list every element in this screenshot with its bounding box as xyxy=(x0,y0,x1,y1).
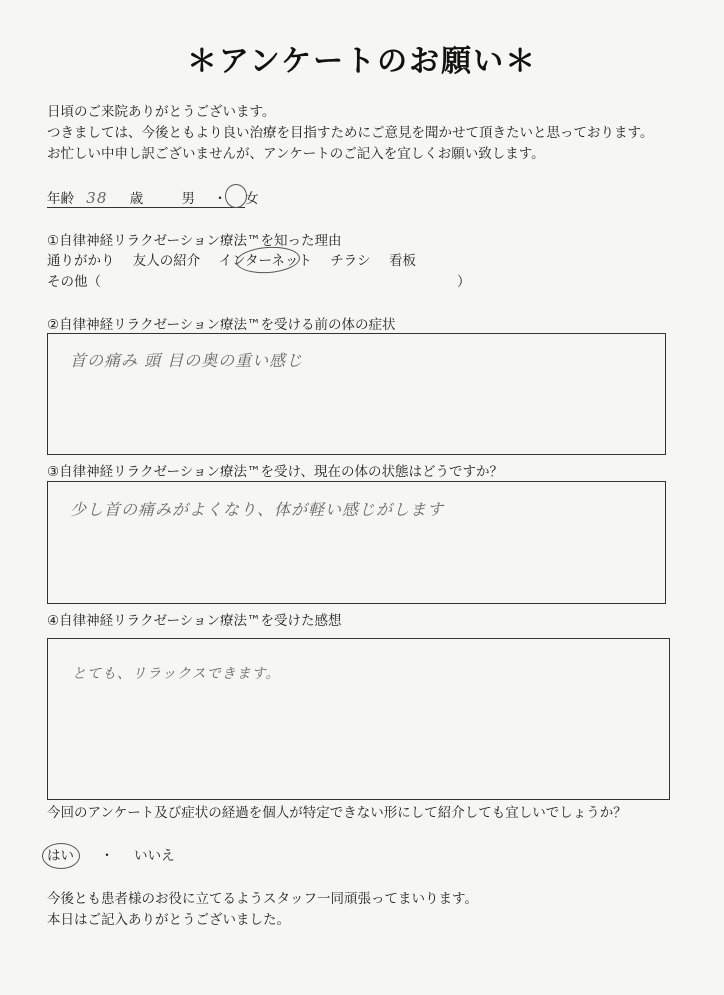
q4-answer-text: とても、リラックスできます。 xyxy=(72,666,281,682)
q4-label: ④自律神経リラクゼーション療法™を受けた感想 xyxy=(47,613,342,629)
q3-answer-text: 少し首の痛みがよくなり、体が軽い感じがします xyxy=(70,500,445,519)
intro-line-3: お忙しい中申し訳ございませんが、アンケートのご記入を宜しくお願い致します。 xyxy=(47,146,545,162)
gender-separator: ・ xyxy=(213,191,227,207)
female-circle-mark xyxy=(225,184,247,208)
q1-options xyxy=(47,252,416,270)
q2-answer-text: 首の痛み 頭 目の奥の重い感じ xyxy=(70,351,304,370)
q1-option-passing[interactable]: 通りがかり xyxy=(47,253,115,269)
q2-answer-box[interactable] xyxy=(47,333,666,455)
q1-option-flyer[interactable]: チラシ xyxy=(330,253,371,269)
consent-no[interactable]: いいえ xyxy=(134,848,175,864)
q1-other-close: ） xyxy=(457,274,471,290)
q4-answer-box[interactable] xyxy=(47,638,670,800)
page-title: ＊アンケートのお願い＊ xyxy=(186,44,538,79)
q1-other-label: その他（ xyxy=(47,274,101,290)
q3-answer-box[interactable] xyxy=(47,481,666,604)
yes-circle-mark xyxy=(42,843,80,869)
closing-line-2: 本日はご記入ありがとうございました。 xyxy=(47,912,290,928)
q2-label: ②自律神経リラクゼーション療法™を受ける前の体の症状 xyxy=(47,317,396,333)
age-unit: 歳 xyxy=(129,191,144,207)
q1-option-friend[interactable]: 友人の紹介 xyxy=(132,253,201,269)
q3-label: ③自律神経リラクゼーション療法™を受け、現在の体の状態はどうですか？ xyxy=(47,464,503,480)
q1-label: ①自律神経リラクゼーション療法™を知った理由 xyxy=(47,233,342,249)
intro-line-2: つきましては、今後ともより良い治療を目指すためにご意見を聞かせて頂きたいと思っております。 xyxy=(47,125,654,141)
profile-underline xyxy=(47,207,245,208)
gender-female[interactable]: 女 xyxy=(245,191,259,207)
age-value[interactable]: 38 xyxy=(86,189,108,207)
q1-other-row xyxy=(47,273,471,291)
q1-option-internet[interactable]: インターネット xyxy=(218,253,312,269)
closing-line-1: 今後とも患者様のお役に立てるようスタッフ一同頑張ってまいります。 xyxy=(47,891,478,907)
intro-line-1: 日頃のご来院ありがとうございます。 xyxy=(47,104,276,120)
age-label: 年齢 xyxy=(47,191,74,207)
consent-yes[interactable]: はい xyxy=(47,848,74,864)
q1-option-signboard[interactable]: 看板 xyxy=(388,253,416,269)
gender-male[interactable]: 男 xyxy=(181,191,195,207)
consent-separator: ・ xyxy=(100,848,114,864)
consent-question: 今回のアンケート及び症状の経過を個人が特定できない形にして紹介しても宜しいでしょうか？ xyxy=(47,805,627,821)
